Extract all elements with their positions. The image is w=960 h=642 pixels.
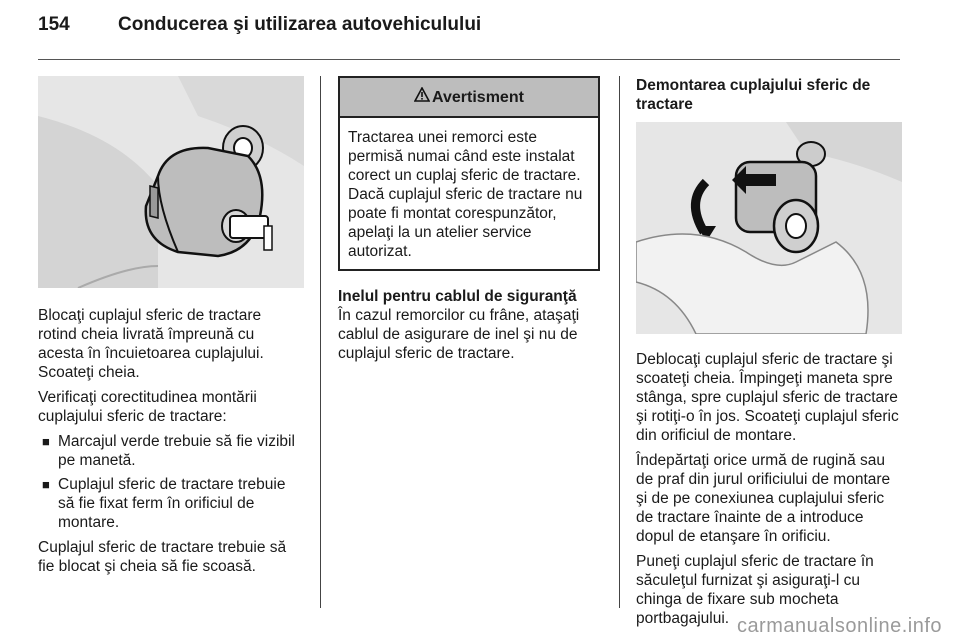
safety-cable-text: În cazul remorcilor cu frâne, ataşaţi cablul de asigurare de inel şi nu de cuplajul sferic de tractare. bbox=[338, 307, 580, 362]
removal-instruction: Deblocaţi cuplajul sferic de tractare şi scoateţi cheia. Împingeţi maneta spre stânga, spre cuplajul sferic de tractare şi rotiţi-o în jos. Scoateţi cuplajul sferic din orificiul de montare. bbox=[636, 351, 899, 444]
page-number: 154 bbox=[38, 14, 70, 35]
towbar-lock-illustration bbox=[38, 76, 304, 288]
watermark: carmanualsonline.info bbox=[736, 615, 942, 637]
storage-instruction: Puneţi cuplajul sferic de tractare în săculeţul furnizat şi asiguraţi-l cu chinga de fixare sub mocheta portbagajului. bbox=[636, 553, 874, 627]
check-intro: Verificaţi corectitudinea montării cuplajului sferic de tractare: bbox=[38, 389, 257, 425]
page-header bbox=[38, 14, 481, 44]
square-bullet-icon: ■ bbox=[42, 434, 50, 449]
section-heading: Demontarea cuplajului sferic de tractare bbox=[636, 77, 871, 113]
column-divider-1 bbox=[320, 76, 321, 608]
check-list bbox=[38, 432, 304, 532]
column-1 bbox=[38, 76, 304, 582]
warning-title: Avertisment bbox=[432, 88, 524, 106]
square-bullet-icon: ■ bbox=[42, 477, 50, 492]
warning-text: Tractarea unei remorci este permisă numai când este instalat corect un cuplaj sferic de tractare. Dacă cuplajul sferic de tractare nu poate fi montat corespunzător, apelaţi la un atelier service autorizat. bbox=[348, 129, 583, 260]
list-item: ■ Cuplajul sferic de tractare trebuie să fie fixat ferm în orificiul de montare. bbox=[42, 476, 286, 531]
list-item: ■ Marcajul verde trebuie să fie vizibil pe manetă. bbox=[42, 433, 295, 469]
lock-requirement: Cuplajul sferic de tractare trebuie să fie blocat şi cheia să fie scoasă. bbox=[38, 539, 287, 575]
warning-triangle-icon bbox=[414, 87, 430, 107]
lock-instruction: Blocaţi cuplajul sferic de tractare rotind cheia livrată împreună cu acesta în încuietoarea cuplajului. Scoateţi cheia. bbox=[38, 307, 264, 381]
warning-box bbox=[338, 76, 600, 271]
column-3 bbox=[636, 76, 902, 634]
cleaning-instruction: Îndepărtaţi orice urmă de rugină sau de praf din jurul orificiului de montare şi de pe conexiunea cuplajului sferic de tractare înainte de a introduce dopul de etanşare în orificiu. bbox=[636, 452, 891, 545]
section-subhead: Inelul pentru cablul de siguranţă bbox=[338, 288, 577, 305]
header-rule bbox=[38, 59, 900, 60]
towbar-removal-illustration bbox=[636, 122, 902, 334]
column-divider-2 bbox=[619, 76, 620, 608]
page-title: Conducerea şi utilizarea autovehiculului bbox=[118, 14, 482, 35]
warning-header bbox=[340, 78, 598, 118]
column-2 bbox=[338, 76, 600, 369]
